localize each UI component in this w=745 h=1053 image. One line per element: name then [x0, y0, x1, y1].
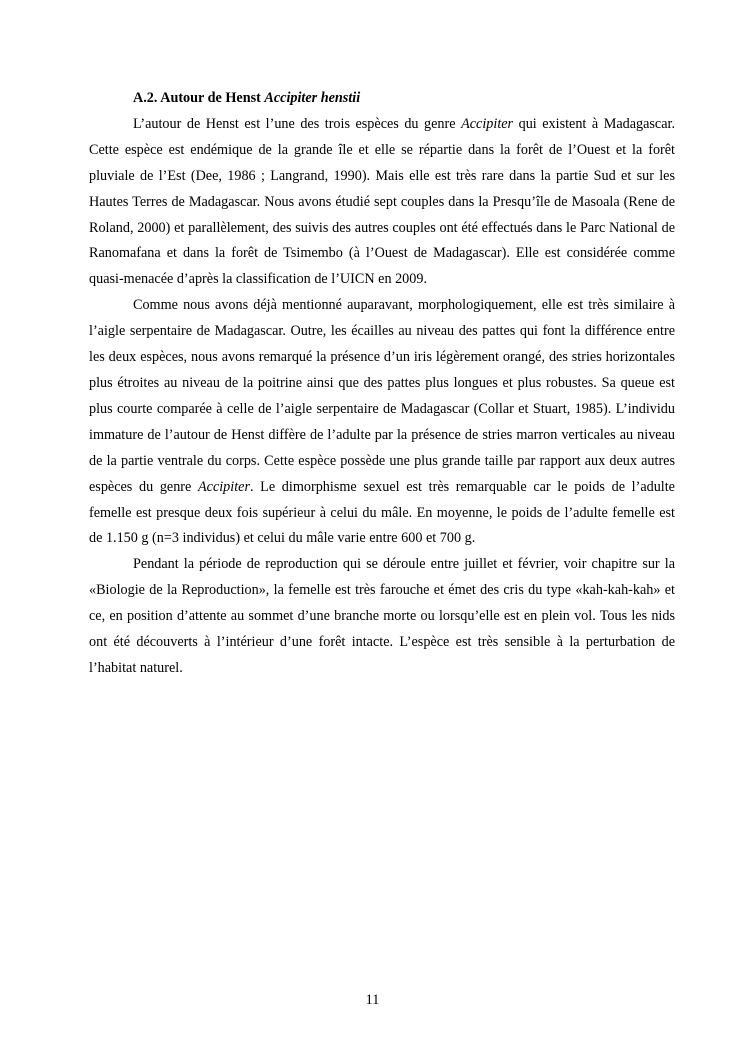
- section-heading: [89, 86, 675, 112]
- paragraph-1-part1: L’autour de Henst est l’une des trois espèces du genre: [133, 115, 462, 132]
- paragraph-1: [89, 112, 675, 293]
- page-number: 11: [365, 992, 380, 1008]
- section-heading-text: A.2. Autour de Henst: [133, 90, 265, 106]
- paragraph-2-genus: Accipiter: [197, 478, 250, 495]
- page-content: [89, 86, 675, 682]
- paragraph-3-text: Pendant la période de reproduction qui se déroule entre juillet et février, voir chapitre sur la «Biologie de la Reproduction», la femelle est très farouche et émet des cris du type «kah-kah-kah» et ce, en position d’attente au sommet d’une branche morte ou lorsqu’elle est en plein vol. Tous les nids ont été découverts à l’intérieur d’une forêt intacte. L’espèce est très sensible à la perturbation de l’habitat naturel.: [89, 556, 675, 676]
- paragraph-1-part2: qui existent à Madagascar. Cette espèce est endémique de la grande île et elle se répartie dans la forêt de l’Ouest et la forêt pluviale de l’Est (Dee, 1986 ; Langrand, 1990). Mais elle est très rare dans la partie Sud et sur les Hautes Terres de Madagascar. Nous avons étudié sept couples dans la Presqu’île de Masoala (Rene de Roland, 2000) et parallèlement, des suivis des autres couples ont été effectués dans le Parc National de Ranomafana et dans la forêt de Tsimembo (à l’Ouest de Madagascar). Elle est considérée comme quasi-menacée d’après la classification de l’UICN en 2009.: [89, 115, 676, 288]
- paragraph-2: [89, 293, 675, 552]
- section-heading-species: Accipiter henstii: [264, 90, 361, 106]
- paragraph-1-genus: Accipiter: [461, 115, 514, 132]
- paragraph-2-part2: . Le dimorphisme sexuel est très remarquable car le poids de l’adulte femelle est presque deux fois supérieur à celui du mâle. En moyenne, le poids de l’adulte femelle est de 1.150 g (n=3 individus) et celui du mâle varie entre 600 et 700 g.: [89, 478, 675, 547]
- paragraph-2-part1: Comme nous avons déjà mentionné auparavant, morphologiquement, elle est très similaire à l’aigle serpentaire de Madagascar. Outre, les écailles au niveau des pattes qui font la différence entre les deux espèces, nous avons remarqué la présence d’un iris légèrement orangé, des stries horizontales plus étroites au niveau de la poitrine ainsi que des pattes plus longues et plus robustes. Sa queue est plus courte comparée à celle de l’aigle serpentaire de Madagascar (Collar et Stuart, 1985). L’individu immature de l’autour de Henst diffère de l’adulte par la présence de stries marron verticales au niveau de la partie ventrale du corps. Cette espèce possède une plus grande taille par rapport aux deux autres espèces du genre: [89, 297, 675, 495]
- paragraph-3: [89, 552, 675, 682]
